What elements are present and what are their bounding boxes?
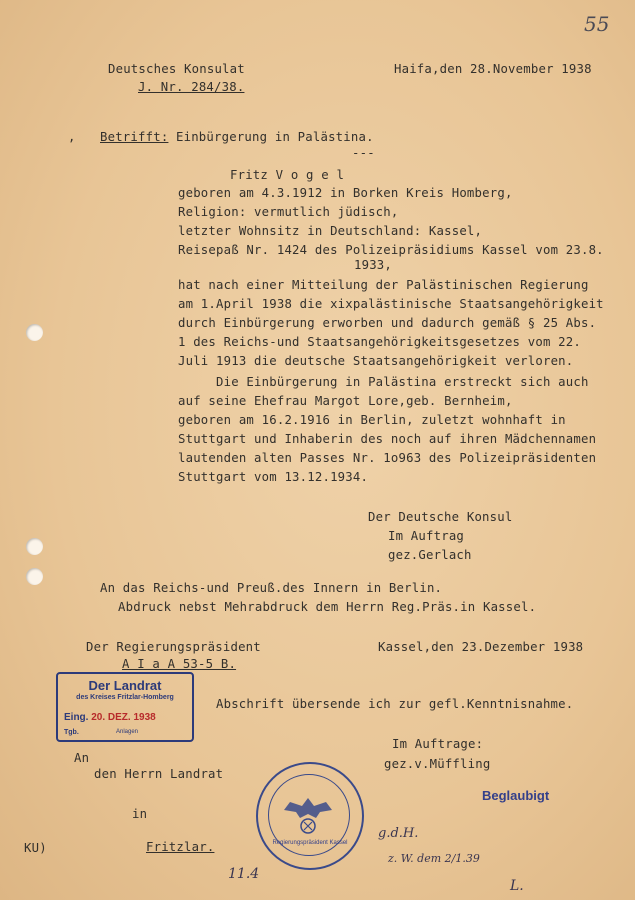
subject-comma: , [68,130,76,144]
second-reference: A I a A 53-5 B. [122,657,237,671]
punch-hole-bottom [26,568,43,585]
page-number: 55 [584,12,610,36]
stamp-tgb: Tgb. [64,729,79,736]
sender: Deutsches Konsulat [108,62,245,76]
body-line: Fritz V o g e l [230,168,345,182]
body-line: durch Einbürgerung erworben und dadurch gemäß § 25 Abs. [178,316,597,330]
consul-signature: gez.Gerlach [388,548,472,562]
reference-number: J. Nr. 284/38. [138,80,245,94]
recipient-an: An [74,751,90,765]
body-line: am 1.April 1938 die xixpalästinische Staatsangehörigkeit [178,297,604,311]
consul-title: Der Deutsche Konsul [368,510,513,524]
handwritten-note: L. [510,878,524,894]
stamp-subtitle: des Kreises Fritzlar-Homberg [76,694,174,701]
second-place-date: Kassel,den 23.Dezember 1938 [378,640,584,654]
stamp-eing [64,712,156,723]
stamp-title: Der Landrat [88,678,162,693]
stamp-eing-label: Eing. [64,712,89,723]
body-line: Stuttgart vom 13.12.1934. [178,470,369,484]
body-line: lautenden alten Passes Nr. 1o963 des Polizeipräsidenten [178,451,597,465]
body-line: geboren am 16.2.1916 in Berlin, zuletzt wohnhaft in [178,413,566,427]
body-line: Religion: vermutlich jüdisch, [178,205,399,219]
subject-divider: --- [352,146,375,160]
second-signature: gez.v.Müffling [384,757,491,771]
distribution-line: Abdruck nebst Mehrabdruck dem Herrn Reg.Präs.in Kassel. [118,600,537,614]
eagle-icon [256,762,360,866]
recipient: den Herrn Landrat [94,767,224,781]
seal-text: Regierungspräsident Kassel [272,840,348,846]
beglaubigt-stamp: Beglaubigt [482,788,550,803]
stamp-date: 20. DEZ. 1938 [91,712,156,723]
handwritten-note: g.d.H. [378,826,419,841]
consul-auftrag: Im Auftrag [388,529,465,543]
body-line: Stuttgart und Inhaberin des noch auf ihren Mädchennamen [178,432,597,446]
body-line: Reisepaß Nr. 1424 des Polizeipräsidiums Kassel vom 23.8. [178,243,604,257]
body-line: Juli 1913 die deutsche Staatsangehörigkeit verloren. [178,354,574,368]
place-date: Haifa,den 28.November 1938 [394,62,592,76]
second-sender: Der Regierungspräsident [86,640,261,654]
punch-hole-middle [26,538,43,555]
official-seal [256,762,364,870]
handwritten-note: z. W. dem 2/1.39 [388,852,480,865]
body-line: letzter Wohnsitz in Deutschland: Kassel, [178,224,483,238]
distribution-line: An das Reichs-und Preuß.des Innern in Berlin. [100,581,443,595]
stamp-anlagen: Anlagen [116,729,139,735]
body-line: 1933, [354,258,393,272]
body-line: auf seine Ehefrau Margot Lore,geb. Bernheim, [178,394,513,408]
margin-mark: KU) [24,841,47,855]
recipient-city: Fritzlar. [146,840,215,854]
second-auftrag: Im Auftrage: [392,737,484,751]
body-line: hat nach einer Mitteilung der Palästinischen Regierung [178,278,589,292]
body-line: 1 des Reichs-und Staatsangehörigkeitsgesetzes vom 22. [178,335,581,349]
subject-text: Einbürgerung in Palästina. [176,130,374,144]
subject-label: Betrifft: [100,130,169,144]
punch-hole-top [26,324,43,341]
body-line: geboren am 4.3.1912 in Borken Kreis Homberg, [178,186,513,200]
forwarding-text: Abschrift übersende ich zur gefl.Kenntnisnahme. [216,697,574,711]
handwritten-note: 11.4 [228,866,260,882]
receipt-stamp [56,672,194,742]
body-line: Die Einbürgerung in Palästina erstreckt sich auch [216,375,589,389]
recipient-in: in [132,807,148,821]
